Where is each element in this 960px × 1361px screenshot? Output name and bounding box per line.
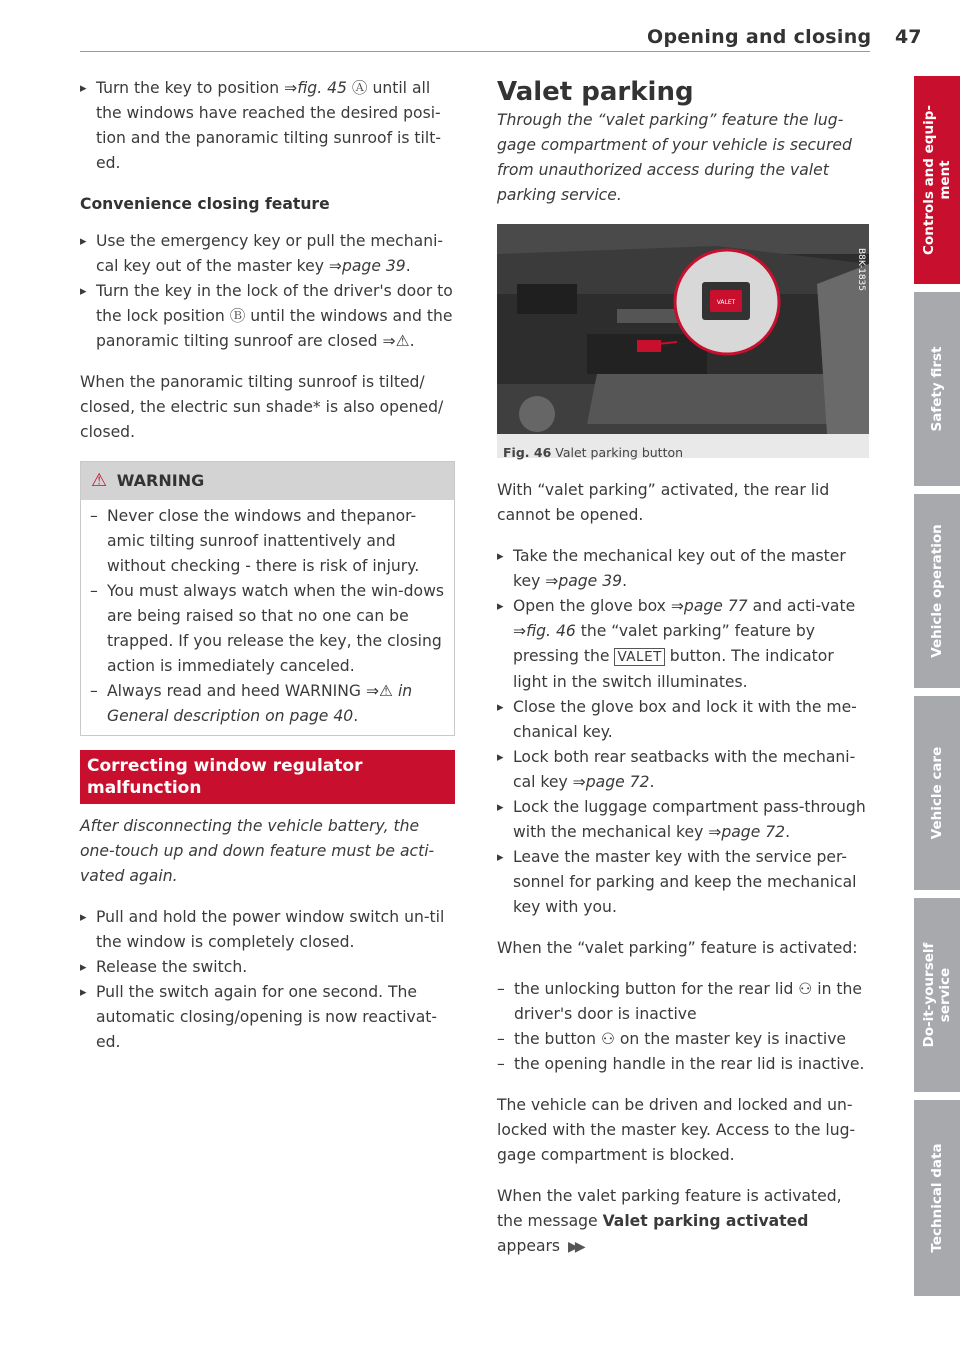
fig-ref-link[interactable]: ⇒fig. 45 — [284, 79, 347, 97]
inactive-item: – the opening handle in the rear lid is inactive. — [497, 1052, 869, 1077]
figure-code: B8K-1835 — [856, 248, 866, 292]
right-column — [497, 76, 869, 1260]
valet-title: Valet parking — [497, 77, 694, 107]
step-lock-seatbacks: ▸ Lock both rear seatbacks with the mechani-cal key ⇒page 72. — [497, 745, 869, 795]
valet-dashboard-illustration — [497, 224, 869, 458]
correcting-heading: Correcting window regulator malfunction — [80, 750, 455, 804]
figure-caption: Fig. 46 Valet parking button — [503, 445, 684, 460]
header-rule — [80, 51, 870, 52]
inactive-item: – the button ⚇ on the master key is inactive — [497, 1027, 869, 1052]
tab-controls-equipment[interactable]: Controls and equip- ment — [914, 76, 960, 284]
figure-46 — [497, 224, 869, 458]
warning-item: – Never close the windows and thepanor-amic tilting sunroof inattentively and without checking - there is risk of injury. — [90, 504, 446, 579]
step-pull-again: ▸ Pull the switch again for one second. The automatic closing/opening is now reactivat-ed. — [80, 980, 455, 1055]
inactive-item: – the unlocking button for the rear lid ⚇ in the driver's door is inactive — [497, 977, 869, 1027]
page-ref-link[interactable]: ⇒page 72 — [708, 823, 786, 841]
step-lock-position: ▸ Turn the key in the lock of the driver's door to the lock position Ⓑ until the windows and the panoramic tilting sunroof are closed ⇒⚠. — [80, 279, 455, 354]
continue-arrow-icon: ▶▶ — [568, 1239, 582, 1255]
fig-ref-link[interactable]: ⇒fig. 46 — [513, 622, 576, 640]
tab-do-it-yourself[interactable]: Do-it-yourself service — [914, 898, 960, 1092]
tab-technical-data[interactable]: Technical data — [914, 1100, 960, 1296]
step-open-glovebox: ▸ Open the glove box ⇒page 77 and acti-vate ⇒fig. 46 the “valet parking” feature by pressing the VALET button. The indicator light in the switch illuminates. — [497, 594, 869, 695]
correcting-intro: After disconnecting the vehicle battery, the one-touch up and down feature must be acti-vated again. — [80, 817, 435, 885]
page-ref-link[interactable]: ⇒page 39 — [545, 572, 623, 590]
convenience-heading: Convenience closing feature — [80, 195, 330, 213]
step-lock-passthrough: ▸ Lock the luggage compartment pass-through with the mechanical key ⇒page 72. — [497, 795, 869, 845]
step-release: ▸ Release the switch. — [80, 955, 455, 980]
step-turn-key: ▸ Turn the key to position ⇒fig. 45 Ⓐ until all the windows have reached the desired posi-tion and the panoramic tilting sunroof is tilt-ed. — [80, 76, 455, 176]
step-take-key: ▸ Take the mechanical key out of the master key ⇒page 39. — [497, 544, 869, 594]
valet-para-2: When the “valet parking” feature is activated: — [497, 939, 858, 957]
step-close-glovebox: ▸ Close the glove box and lock it with the me-chanical key. — [497, 695, 869, 745]
section-title: Opening and closing — [647, 26, 872, 48]
tab-vehicle-operation[interactable]: Vehicle operation — [914, 494, 960, 688]
warning-icon: ⚠ — [91, 470, 108, 491]
page-ref-link[interactable]: ⇒page 77 — [670, 597, 748, 615]
step-leave-key: ▸ Leave the master key with the service per-sonnel for parking and keep the mechanical key with you. — [497, 845, 869, 920]
valet-para-3: The vehicle can be driven and locked and un-locked with the master key. Access to the lug-gage compartment is blocked. — [497, 1096, 856, 1164]
page-ref-link[interactable]: ⇒page 72 — [572, 773, 650, 791]
warning-header: ⚠ WARNING — [81, 462, 454, 500]
step-emergency-key: ▸ Use the emergency key or pull the mechani-cal key out of the master key ⇒page 39. — [80, 229, 455, 279]
valet-key-label: VALET — [614, 648, 664, 666]
step-pull-hold: ▸ Pull and hold the power window switch un-til the window is completely closed. — [80, 905, 455, 955]
valet-para-4: When the valet parking feature is activated, the message Valet parking activated appears ▶▶ — [497, 1187, 842, 1255]
left-column — [80, 76, 455, 1055]
warning-item: – You must always watch when the win-dows are being raised so that no one can be trapped. If you release the key, the closing action is immediately canceled. — [90, 579, 446, 679]
page-number: 47 — [895, 26, 922, 48]
warning-item: – Always read and heed WARNING ⇒⚠ in General description on page 40. — [90, 679, 446, 729]
warning-box — [80, 461, 455, 736]
valet-button-label: VALET — [716, 299, 736, 306]
valet-para-1: With “valet parking” activated, the rear lid cannot be opened. — [497, 481, 830, 524]
sun-shade-paragraph: When the panoramic tilting sunroof is tilted/ closed, the electric sun shade* is also opened/ closed. — [80, 373, 444, 441]
tab-vehicle-care[interactable]: Vehicle care — [914, 696, 960, 890]
valet-intro: Through the “valet parking” feature the lug-gage compartment of your vehicle is secured from unauthorized access during the valet parking service. — [497, 111, 852, 204]
page-ref-link[interactable]: ⇒page 39 — [328, 257, 406, 275]
page-ref-link[interactable]: in General description on page 40 — [107, 682, 413, 725]
tab-safety-first[interactable]: Safety first — [914, 292, 960, 486]
